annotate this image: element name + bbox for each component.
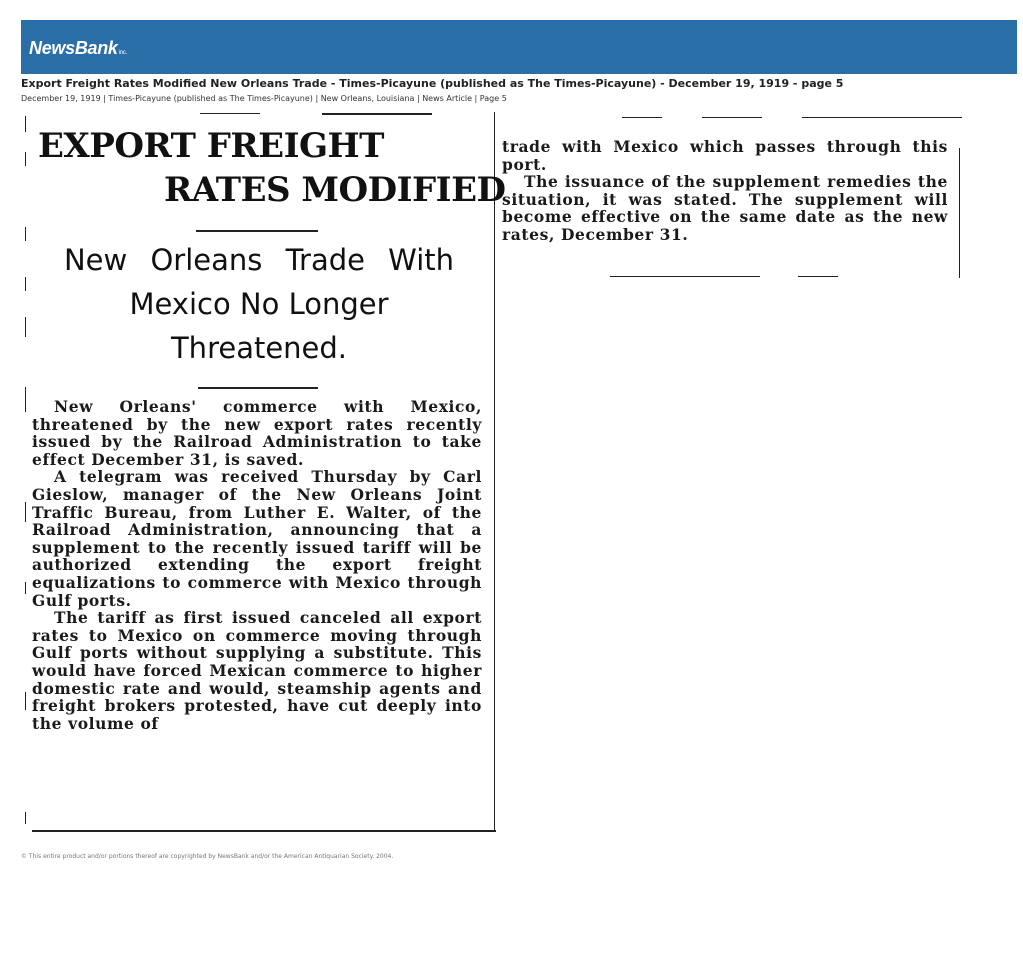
newsbank-logo[interactable]: [29, 38, 127, 59]
logo-text: NewsBank: [29, 38, 118, 58]
headline-rule: [196, 230, 318, 232]
article-column-2: [502, 132, 962, 292]
subheadline-line-2: Mexico No Longer: [129, 287, 389, 321]
scan-rule: [702, 117, 762, 118]
subheadline-line-3: Threatened.: [170, 331, 348, 365]
subheadline-line-1: New Orleans Trade With: [63, 243, 455, 277]
newspaper-clipping: [22, 112, 967, 840]
column-divider: [494, 112, 495, 832]
paragraph: The tariff as first issued canceled all export rates to Mexico on commerce moving through Gulf ports without supplying a substitute. This would have forced Mexican commerce to higher domestic rate and would, steamship agents and freight brokers protested, have cut deeply into the volume of: [32, 608, 482, 733]
bottom-rule: [32, 830, 496, 832]
headline-line-1: EXPORT FREIGHT: [38, 126, 384, 166]
subheadline-rule: [198, 387, 318, 389]
article-column-1: [22, 112, 506, 836]
scan-rule: [802, 117, 962, 118]
headline-line-2: RATES MODIFIED: [164, 170, 506, 210]
end-rule: [610, 276, 760, 277]
newsbank-banner: [21, 20, 1017, 74]
paragraph: A telegram was received Thursday by Carl Gieslow, manager of the New Orleans Joint Traffic Bureau, from Luther E. Walter, of the Railroad Administration, announcing that a supplement to the recently issued tariff will be authorized extending the export freight equalizations to commerce with Mexico through Gulf ports.: [32, 467, 482, 610]
logo-suffix: inc.: [118, 50, 127, 56]
article-meta: December 19, 1919 | Times-Picayune (published as The Times-Picayune) | New Orleans, Louisiana | News Article | Page 5: [21, 94, 507, 103]
subheadline: [28, 238, 490, 370]
end-rule: [798, 276, 838, 277]
article-body-col2: [502, 138, 948, 244]
scan-rule: [622, 117, 662, 118]
copyright-footer: © This entire product and/or portions thereof are copyrighted by NewsBank and/or the American Antiquarian Society. 2004.: [21, 853, 394, 860]
article-title: Export Freight Rates Modified New Orleans Trade - Times-Picayune (published as The Times-Picayune) - December 19, 1919 - page 5: [21, 77, 844, 90]
paragraph: New Orleans' commerce with Mexico, threatened by the new export rates recently issued by the Railroad Administration to take effect December 31, is saved.: [32, 397, 482, 469]
article-body-col1: [32, 398, 482, 732]
paragraph: trade with Mexico which passes through this port.: [502, 137, 948, 174]
paragraph: The issuance of the supplement remedies the situation, it was stated. The supplement will become effective on the same date as the new rates, December 31.: [502, 172, 948, 244]
